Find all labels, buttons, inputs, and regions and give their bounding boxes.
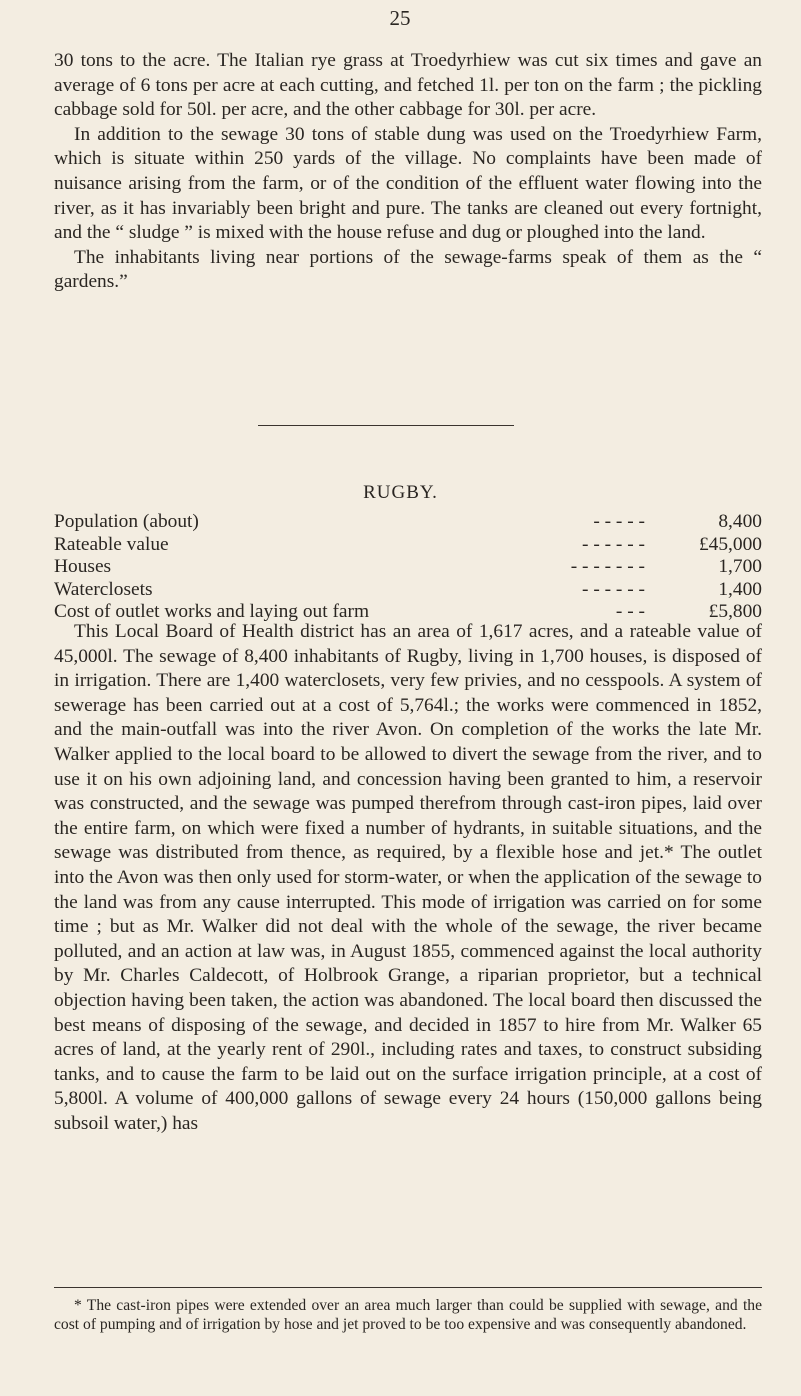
stat-leader: - - - - - - [582, 533, 645, 555]
section-divider [258, 425, 514, 426]
text-block-top [54, 49, 762, 295]
stat-value: 1,700 [718, 556, 762, 577]
footnote: * The cast-iron pipes were extended over an area much larger than could be supplied with sewage, and the cost of pumping and of irrigation by hose and jet proved to be too expensive and was consequently abandoned. [54, 1297, 762, 1333]
stat-leader: - - - [615, 601, 645, 622]
stat-label: Rateable value [54, 533, 169, 555]
stat-row [54, 556, 762, 579]
stat-value: 8,400 [718, 511, 762, 532]
paragraph-continuation: 30 tons to the acre. The Italian rye grass at Troedyrhiew was cut six times and gave an average of 6 tons per acre at each cutting, and fetched 1l. per ton on the farm ; the pickling cabbage sold for 50l. per acre, and the other cabbage for 30l. per acre. [54, 50, 762, 121]
stat-label: Cost of outlet works and laying out farm [54, 601, 370, 622]
stat-value: 1,400 [718, 578, 762, 600]
stat-label: Waterclosets [54, 578, 153, 600]
stat-value: £5,800 [708, 601, 762, 622]
stat-row [54, 534, 762, 557]
section-heading: RUGBY. [363, 482, 438, 503]
stat-leader: - - - - - - [582, 578, 645, 600]
page-number: 25 [389, 6, 411, 30]
stat-row [54, 579, 762, 602]
paragraph-gardens: The inhabitants living near portions of the sewage-farms speak of them as the “ gardens.” [54, 246, 762, 293]
statistics-table [54, 511, 762, 624]
stat-label: Population (about) [54, 511, 199, 532]
stat-value: £45,000 [698, 533, 762, 555]
stat-leader: - - - - - - - [570, 556, 645, 577]
footnote-divider [54, 1287, 762, 1288]
paragraph-rugby: This Local Board of Health district has an area of 1,617 acres, and a rateable value of 45,000l. The sewage of 8,400 inhabitants of Rugby, living in 1,700 houses, is disposed of in irrigation. There are 1,400 waterclosets, very few privies, and no cesspools. A system of sewerage has been carried out at a cost of 5,764l.; the works were commenced in 1852, and the main-outfall was into the river Avon. On completion of the works the late Mr. Walker applied to the local board to be allowed to divert the sewage from the river, and to use it on his own adjoining land, and concession having been granted to him, a reservoir was constructed, and the sewage was pumped therefrom through cast-iron pipes, laid over the entire farm, on which were fixed a number of hydrants, in suitable situations, and the sewage was distributed from thence, as required, by a flexible hose and jet.* The outlet into the Avon was then only used for storm-water, or when the application of the sewage to the land was from any cause interrupted. This mode of irrigation was carried on for some time ; but as Mr. Walker did not deal with the whole of the sewage, the river became polluted, and an action at law was, in August 1855, commenced against the local authority by Mr. Charles Caldecott, of Holbrook Grange, a riparian proprietor, but a technical objection having been taken, the action was abandoned. The local board then discussed the best means of disposing of the sewage, and decided in 1857 to hire from Mr. Walker 65 acres of land, at the yearly rent of 290l., including rates and taxes, to construct subsiding tanks, and to cause the farm to be laid out on the surface irrigation principle, at a cost of 5,800l. A volume of 400,000 gallons of sewage every 24 hours (150,000 gallons being subsoil water,) has [54, 621, 762, 1134]
stat-row [54, 511, 762, 534]
text-block-rugby [54, 620, 762, 1136]
paragraph-troedyrhiew: In addition to the sewage 30 tons of stable dung was used on the Troedyrhiew Farm, which is situate within 250 yards of the village. No complaints have been made of nuisance arising from the farm, or of the condition of the effluent water flowing into the river, as it has invariably been bright and pure. The tanks are cleaned out every fortnight, and the “ sludge ” is mixed with the house refuse and dug or ploughed into the land. [54, 123, 762, 244]
stat-label: Houses [54, 556, 112, 577]
stat-leader: - - - - - [593, 511, 645, 532]
